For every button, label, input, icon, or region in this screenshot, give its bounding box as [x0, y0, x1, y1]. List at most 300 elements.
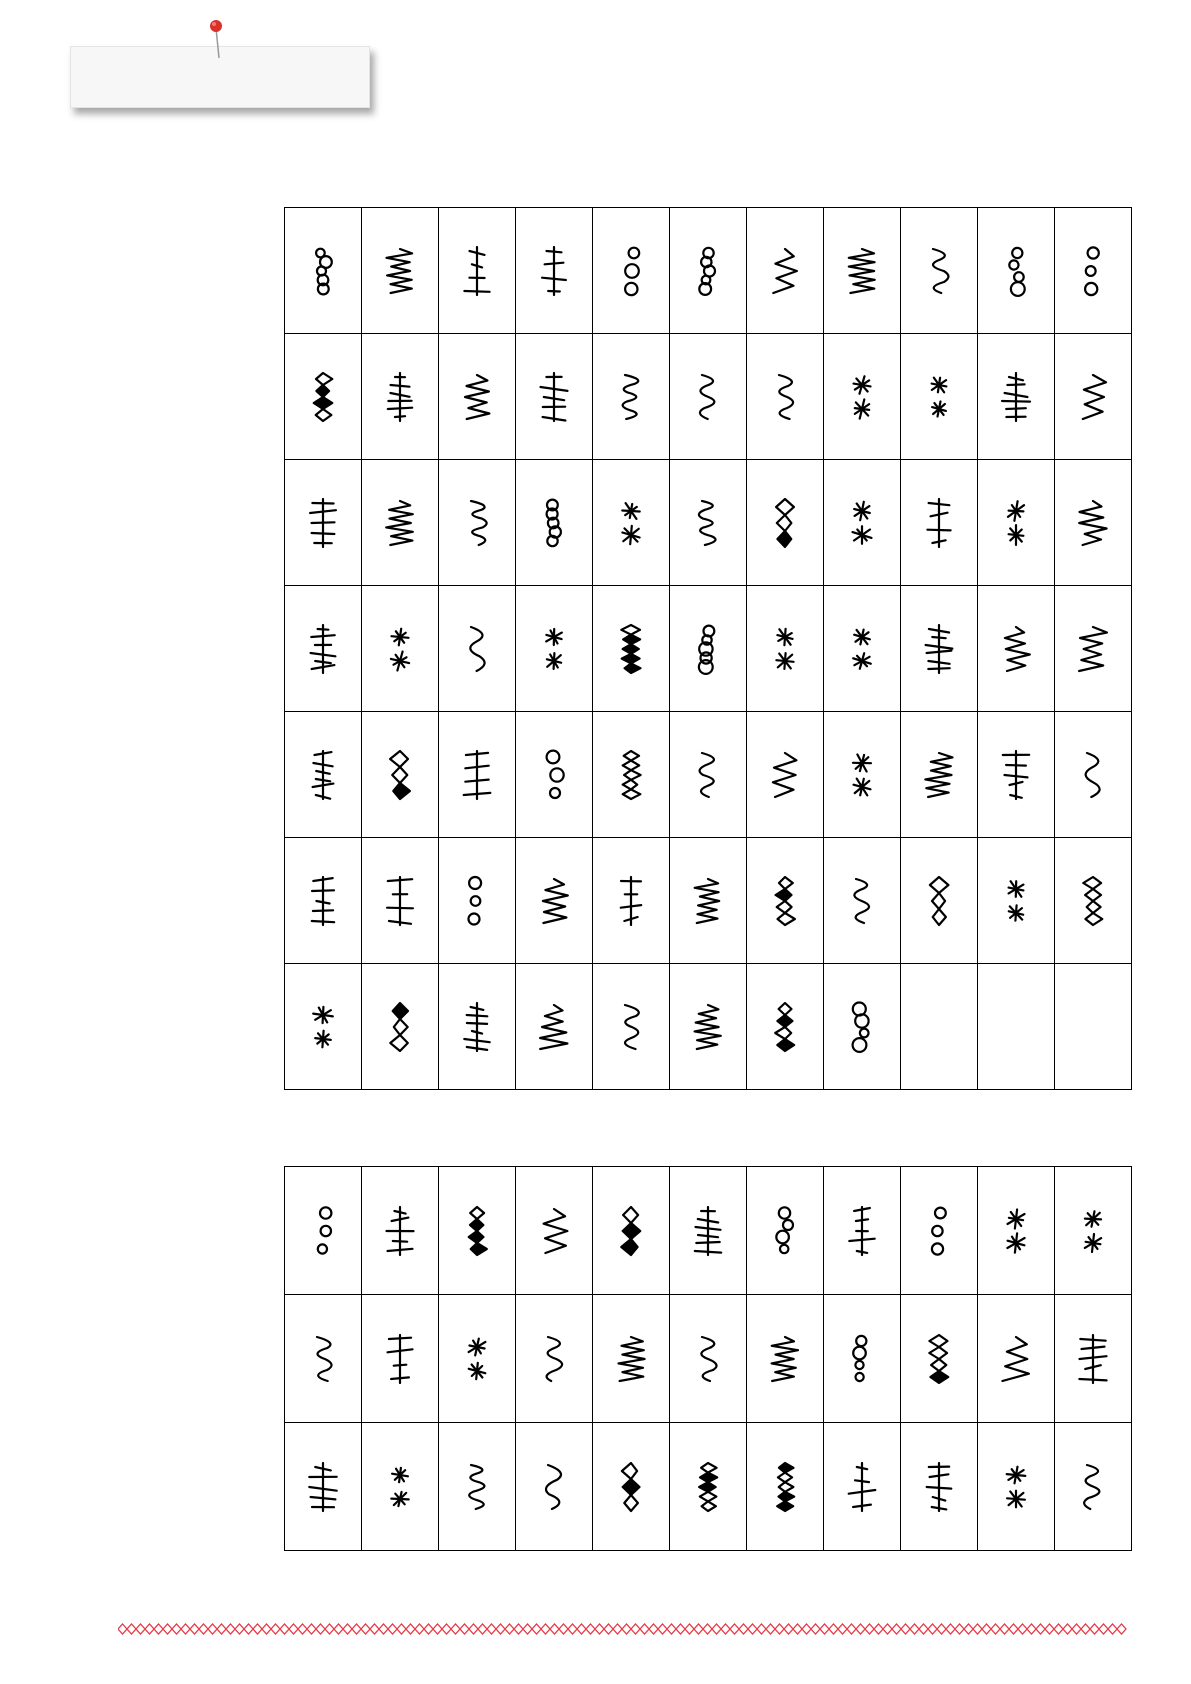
border-diamond — [1036, 1624, 1045, 1634]
diamond-border — [118, 1622, 1130, 1636]
stitch-cell[interactable] — [978, 208, 1055, 334]
stitch-curl-chain-icon — [996, 745, 1036, 805]
stitch-row — [285, 1423, 1132, 1551]
stitch-cell[interactable] — [824, 334, 901, 460]
stitch-s-curve-icon — [457, 619, 497, 679]
border-diamond — [361, 1624, 370, 1634]
border-diamond — [190, 1624, 199, 1634]
border-diamond — [919, 1624, 928, 1634]
border-diamond — [550, 1624, 559, 1634]
stitch-figure-eight-icon — [457, 1329, 497, 1389]
stitch-zigzag-step-icon — [765, 1329, 805, 1389]
stitch-cell[interactable] — [670, 1167, 747, 1295]
stitch-row — [285, 586, 1132, 712]
border-diamond — [946, 1624, 955, 1634]
border-diamond — [289, 1624, 298, 1634]
stitch-box-weave-icon — [457, 997, 497, 1057]
border-diamond — [352, 1624, 361, 1634]
stitch-greek-key-icon — [303, 367, 343, 427]
stitch-cell[interactable] — [285, 1167, 362, 1295]
border-diamond — [1009, 1624, 1018, 1634]
pushpin-icon — [208, 18, 224, 58]
border-diamond — [1027, 1624, 1036, 1634]
border-diamond — [226, 1624, 235, 1634]
stitch-fan-left-icon — [688, 367, 728, 427]
stitch-cell[interactable] — [824, 1167, 901, 1295]
stitch-sun-rays-icon — [842, 367, 882, 427]
border-diamond — [1108, 1624, 1117, 1634]
border-diamond — [271, 1624, 280, 1634]
stitch-cell[interactable] — [1055, 460, 1132, 586]
stitch-cell[interactable] — [747, 1295, 824, 1423]
stitch-cell[interactable] — [670, 838, 747, 964]
stitch-berry-sprig-icon — [457, 1201, 497, 1261]
border-diamond — [262, 1624, 271, 1634]
stitch-cell[interactable] — [362, 460, 439, 586]
border-diamond — [613, 1624, 622, 1634]
border-diamond — [244, 1624, 253, 1634]
stitch-wave-block-icon — [919, 241, 959, 301]
stitch-row — [285, 964, 1132, 1090]
stitch-cell[interactable] — [670, 712, 747, 838]
border-diamond — [379, 1624, 388, 1634]
stitch-cell[interactable] — [901, 460, 978, 586]
stitch-cell[interactable] — [747, 1167, 824, 1295]
border-diamond — [406, 1624, 415, 1634]
stitch-knot-chain-icon — [303, 997, 343, 1057]
stitch-cell[interactable] — [516, 838, 593, 964]
stitch-cell[interactable] — [362, 1167, 439, 1295]
stitch-cell[interactable] — [978, 1423, 1055, 1551]
border-diamond — [730, 1624, 739, 1634]
stitch-cell[interactable] — [439, 1167, 516, 1295]
stitch-grid-window-icon — [688, 745, 728, 805]
stitch-cell[interactable] — [285, 586, 362, 712]
stitch-cell[interactable] — [901, 334, 978, 460]
border-diamond — [910, 1624, 919, 1634]
border-diamond — [604, 1624, 613, 1634]
stitch-loop-circle-icon — [534, 1457, 574, 1517]
border-diamond — [370, 1624, 379, 1634]
stitch-cell[interactable] — [670, 208, 747, 334]
stitch-diamond-chain-icon — [919, 1329, 959, 1389]
stitch-square-spiral-icon — [1073, 745, 1113, 805]
border-diamond — [811, 1624, 820, 1634]
stitch-arrow-stack-icon — [380, 1457, 420, 1517]
stitch-vine-curl-icon — [765, 1201, 805, 1261]
stitch-cell[interactable] — [593, 208, 670, 334]
stitch-cell[interactable] — [593, 460, 670, 586]
stitch-cell[interactable] — [439, 712, 516, 838]
stitch-compass-diamond-icon — [688, 871, 728, 931]
stitch-chevron-arrow-icon — [611, 367, 651, 427]
stitch-curl-hook-icon — [1073, 871, 1113, 931]
stitch-cell[interactable] — [901, 712, 978, 838]
stitch-interlock-key-icon — [457, 367, 497, 427]
stitch-step-wave-icon — [303, 1457, 343, 1517]
stitch-fork-wave-icon — [1073, 1329, 1113, 1389]
stitch-cell[interactable] — [362, 334, 439, 460]
empty-cell — [1055, 964, 1132, 1090]
border-diamond — [433, 1624, 442, 1634]
border-diamond — [496, 1624, 505, 1634]
stitch-cell[interactable] — [670, 1423, 747, 1551]
stitch-brick-block-icon — [842, 241, 882, 301]
border-diamond — [802, 1624, 811, 1634]
stitch-cell[interactable] — [747, 586, 824, 712]
stitch-wave-bead-icon — [842, 1201, 882, 1261]
stitch-cell[interactable] — [901, 1295, 978, 1423]
stitch-step-key-icon — [380, 367, 420, 427]
stitch-table-main — [284, 207, 1132, 1090]
border-diamond — [451, 1624, 460, 1634]
stitch-zigzag-solid-icon — [842, 493, 882, 553]
border-diamond — [631, 1624, 640, 1634]
border-diamond — [676, 1624, 685, 1634]
stitch-cell[interactable] — [516, 334, 593, 460]
stitch-cell[interactable] — [439, 208, 516, 334]
border-diamond — [667, 1624, 676, 1634]
stitch-wheat-sprig-icon — [688, 997, 728, 1057]
border-diamond — [847, 1624, 856, 1634]
stitch-zigzag-double-icon — [765, 997, 805, 1057]
stitch-crown-box-icon — [457, 871, 497, 931]
border-diamond — [703, 1624, 712, 1634]
stitch-asterisk-icon — [996, 1201, 1036, 1261]
border-diamond — [397, 1624, 406, 1634]
stitch-comb-branch-icon — [765, 493, 805, 553]
stitch-cell[interactable] — [593, 1295, 670, 1423]
stitch-row — [285, 460, 1132, 586]
stitch-swirl-drop-icon — [919, 745, 959, 805]
border-diamond — [838, 1624, 847, 1634]
stitch-cell[interactable] — [285, 964, 362, 1090]
border-diamond — [586, 1624, 595, 1634]
stitch-cell[interactable] — [747, 712, 824, 838]
stitch-cell[interactable] — [593, 964, 670, 1090]
border-diamond — [757, 1624, 766, 1634]
border-diamond — [1081, 1624, 1090, 1634]
border-diamond — [856, 1624, 865, 1634]
stitch-cell[interactable] — [978, 586, 1055, 712]
stitch-cell[interactable] — [1055, 208, 1132, 334]
stitch-snowflake-block-icon — [534, 241, 574, 301]
stitch-cell[interactable] — [978, 460, 1055, 586]
stitch-cell[interactable] — [285, 1295, 362, 1423]
stitch-ladder-box-icon — [380, 1201, 420, 1261]
stitch-cell[interactable] — [901, 208, 978, 334]
stitch-cell[interactable] — [1055, 1295, 1132, 1423]
stitch-cell[interactable] — [362, 1423, 439, 1551]
border-diamond — [775, 1624, 784, 1634]
border-diamond — [145, 1624, 154, 1634]
border-diamond — [901, 1624, 910, 1634]
stitch-cell[interactable] — [362, 712, 439, 838]
stitch-cell[interactable] — [439, 460, 516, 586]
border-diamond — [694, 1624, 703, 1634]
stitch-cell[interactable] — [362, 964, 439, 1090]
stitch-star-pair-icon — [611, 241, 651, 301]
border-diamond — [154, 1624, 163, 1634]
stitch-cell[interactable] — [285, 838, 362, 964]
stitch-overlap-squares-icon — [842, 745, 882, 805]
stitch-heart-drop-icon — [380, 619, 420, 679]
border-diamond — [415, 1624, 424, 1634]
border-diamond — [955, 1624, 964, 1634]
stitch-zigzag-box-icon — [919, 619, 959, 679]
stitch-satin-bar-icon — [303, 1329, 343, 1389]
stitch-cell[interactable] — [362, 208, 439, 334]
border-diamond — [343, 1624, 352, 1634]
stitch-leaf-vein-icon — [534, 1329, 574, 1389]
stitch-leaf-drop-icon — [380, 745, 420, 805]
stitch-cell[interactable] — [824, 1295, 901, 1423]
border-diamond — [514, 1624, 523, 1634]
border-diamond — [1063, 1624, 1072, 1634]
border-diamond — [1018, 1624, 1027, 1634]
border-diamond — [640, 1624, 649, 1634]
stitch-triangle-arrow-icon — [303, 871, 343, 931]
stitch-chevron-open-icon — [996, 367, 1036, 427]
stitch-diagonal-bars-icon — [919, 493, 959, 553]
stitch-cell[interactable] — [285, 208, 362, 334]
stitch-square-flower-icon — [842, 1329, 882, 1389]
border-diamond — [649, 1624, 658, 1634]
empty-cell — [901, 964, 978, 1090]
stitch-twist-rope-icon — [380, 1329, 420, 1389]
stitch-cell[interactable] — [516, 1167, 593, 1295]
stitch-cell[interactable] — [362, 1295, 439, 1423]
stitch-cell[interactable] — [516, 712, 593, 838]
border-diamond — [784, 1624, 793, 1634]
stitch-wave-line-icon — [996, 871, 1036, 931]
stitch-cell[interactable] — [593, 838, 670, 964]
border-diamond — [136, 1624, 145, 1634]
border-diamond — [460, 1624, 469, 1634]
stitch-ornate-scroll-icon — [457, 1457, 497, 1517]
border-diamond — [928, 1624, 937, 1634]
stitch-cell[interactable] — [285, 460, 362, 586]
border-diamond — [820, 1624, 829, 1634]
border-diamond — [658, 1624, 667, 1634]
stitch-cell[interactable] — [593, 712, 670, 838]
stitch-cell[interactable] — [439, 964, 516, 1090]
stitch-cell[interactable] — [1055, 586, 1132, 712]
border-diamond — [208, 1624, 217, 1634]
stitch-table-secondary — [284, 1166, 1132, 1551]
border-diamond — [829, 1624, 838, 1634]
stitch-fringe-arc-icon — [688, 1457, 728, 1517]
stitch-tulip-branch-icon — [688, 493, 728, 553]
stitch-step-bars-icon — [1073, 493, 1113, 553]
stitch-cell[interactable] — [747, 334, 824, 460]
stitch-cell[interactable] — [824, 208, 901, 334]
stitch-cell[interactable] — [516, 460, 593, 586]
stitch-triangle-fill-icon — [996, 493, 1036, 553]
border-diamond — [793, 1624, 802, 1634]
stitch-cell[interactable] — [901, 1167, 978, 1295]
border-diamond — [325, 1624, 334, 1634]
stitch-cell[interactable] — [978, 1295, 1055, 1423]
stitch-cell[interactable] — [978, 334, 1055, 460]
stitch-diamond-x-icon — [996, 1329, 1036, 1389]
stitch-sprig-left-icon — [534, 493, 574, 553]
stitch-cell[interactable] — [516, 1423, 593, 1551]
stitch-cell[interactable] — [593, 1423, 670, 1551]
stitch-maze-step-icon — [919, 1457, 959, 1517]
stitch-diamond-cross-icon — [842, 871, 882, 931]
stitch-double-loop-icon — [842, 1457, 882, 1517]
stitch-zigzag-diamond-icon — [303, 241, 343, 301]
stitch-cell[interactable] — [978, 712, 1055, 838]
border-diamond — [217, 1624, 226, 1634]
stitch-curl-scroll-icon — [611, 619, 651, 679]
stitch-circle-pair-icon — [1073, 619, 1113, 679]
stitch-cell[interactable] — [362, 586, 439, 712]
border-diamond — [478, 1624, 487, 1634]
stitch-cell[interactable] — [516, 208, 593, 334]
stitch-cell[interactable] — [670, 460, 747, 586]
border-diamond — [739, 1624, 748, 1634]
border-diamond — [541, 1624, 550, 1634]
border-diamond — [622, 1624, 631, 1634]
border-diamond — [973, 1624, 982, 1634]
stitch-cell[interactable] — [824, 586, 901, 712]
stitch-cell[interactable] — [747, 1423, 824, 1551]
stitch-chain-loop-icon — [765, 1457, 805, 1517]
stitch-vine-leaf-icon — [611, 997, 651, 1057]
border-diamond — [721, 1624, 730, 1634]
border-diamond — [1054, 1624, 1063, 1634]
stitch-cell[interactable] — [978, 838, 1055, 964]
border-diamond — [712, 1624, 721, 1634]
stitch-cell[interactable] — [439, 1295, 516, 1423]
border-diamond — [595, 1624, 604, 1634]
border-diamond — [442, 1624, 451, 1634]
empty-cell — [978, 964, 1055, 1090]
stitch-cell[interactable] — [439, 1423, 516, 1551]
stitch-cell[interactable] — [824, 964, 901, 1090]
stitch-arc-dots-icon — [919, 1201, 959, 1261]
stitch-cell[interactable] — [747, 838, 824, 964]
border-diamond — [982, 1624, 991, 1634]
stitch-cell[interactable] — [439, 334, 516, 460]
border-diamond — [748, 1624, 757, 1634]
stitch-arc-line-icon — [611, 1329, 651, 1389]
stitch-cell[interactable] — [747, 460, 824, 586]
border-diamond — [1090, 1624, 1099, 1634]
stitch-cell[interactable] — [824, 712, 901, 838]
stitch-fern-rays-icon — [1073, 367, 1113, 427]
border-diamond — [181, 1624, 190, 1634]
stitch-cell[interactable] — [901, 586, 978, 712]
border-diamond — [388, 1624, 397, 1634]
stitch-cell[interactable] — [593, 586, 670, 712]
border-diamond — [964, 1624, 973, 1634]
stitch-bar-cross-icon — [457, 241, 497, 301]
border-diamond — [991, 1624, 1000, 1634]
stitch-heart-hook-icon — [1073, 1201, 1113, 1261]
border-diamond — [424, 1624, 433, 1634]
stitch-cell[interactable] — [593, 1167, 670, 1295]
stitch-rose-cluster-icon — [611, 871, 651, 931]
border-diamond — [532, 1624, 541, 1634]
stitch-herring-bone-icon — [611, 493, 651, 553]
stitch-cell[interactable] — [824, 1423, 901, 1551]
stitch-cell[interactable] — [978, 1167, 1055, 1295]
stitch-row — [285, 838, 1132, 964]
stitch-fan-half-icon — [765, 367, 805, 427]
stitch-scroll-s-icon — [534, 745, 574, 805]
border-diamond — [874, 1624, 883, 1634]
stitch-row — [285, 334, 1132, 460]
stitch-cell[interactable] — [670, 1295, 747, 1423]
stitch-cell[interactable] — [362, 838, 439, 964]
stitch-cell[interactable] — [516, 586, 593, 712]
stitch-cell[interactable] — [670, 334, 747, 460]
stitch-spiral-curl-icon — [611, 1457, 651, 1517]
stitch-branch-hook-icon — [380, 871, 420, 931]
stitch-bead-chain-icon — [611, 745, 651, 805]
stitch-cell[interactable] — [285, 1423, 362, 1551]
stitch-cell[interactable] — [285, 334, 362, 460]
border-diamond — [280, 1624, 289, 1634]
stitch-cell[interactable] — [1055, 334, 1132, 460]
stitch-starburst-pair-icon — [996, 619, 1036, 679]
stitch-cell[interactable] — [516, 1295, 593, 1423]
stitch-cell[interactable] — [824, 838, 901, 964]
stitch-row — [285, 712, 1132, 838]
stitch-butterfly-x-icon — [842, 619, 882, 679]
border-diamond — [505, 1624, 514, 1634]
stitch-cross-medallion-icon — [457, 745, 497, 805]
border-diamond — [298, 1624, 307, 1634]
stitch-cell[interactable] — [901, 1423, 978, 1551]
stitch-cell[interactable] — [1055, 838, 1132, 964]
border-diamond — [118, 1624, 127, 1634]
stitch-cell[interactable] — [439, 586, 516, 712]
border-diamond — [523, 1624, 532, 1634]
border-diamond — [235, 1624, 244, 1634]
border-diamond — [892, 1624, 901, 1634]
stitch-cell[interactable] — [1055, 712, 1132, 838]
stitch-x-pair-icon — [996, 241, 1036, 301]
stitch-cell[interactable] — [747, 208, 824, 334]
border-diamond — [469, 1624, 478, 1634]
stitch-cell[interactable] — [901, 838, 978, 964]
stitch-comb-left-icon — [688, 1329, 728, 1389]
stitch-cell[interactable] — [747, 964, 824, 1090]
stitch-cell[interactable] — [1055, 1423, 1132, 1551]
border-diamond — [883, 1624, 892, 1634]
stitch-cell[interactable] — [670, 964, 747, 1090]
stitch-fan-corner-icon — [765, 745, 805, 805]
stitch-cell[interactable] — [285, 712, 362, 838]
stitch-snow-pair-icon — [534, 619, 574, 679]
stitch-cell[interactable] — [593, 334, 670, 460]
border-diamond — [766, 1624, 775, 1634]
stitch-shell-fan-icon — [765, 619, 805, 679]
stitch-cell[interactable] — [824, 460, 901, 586]
border-diamond — [568, 1624, 577, 1634]
stitch-cell[interactable] — [1055, 1167, 1132, 1295]
border-diamond — [685, 1624, 694, 1634]
stitch-cell[interactable] — [439, 838, 516, 964]
border-diamond — [172, 1624, 181, 1634]
stitch-cell[interactable] — [670, 586, 747, 712]
border-diamond — [253, 1624, 262, 1634]
stitch-cell[interactable] — [516, 964, 593, 1090]
